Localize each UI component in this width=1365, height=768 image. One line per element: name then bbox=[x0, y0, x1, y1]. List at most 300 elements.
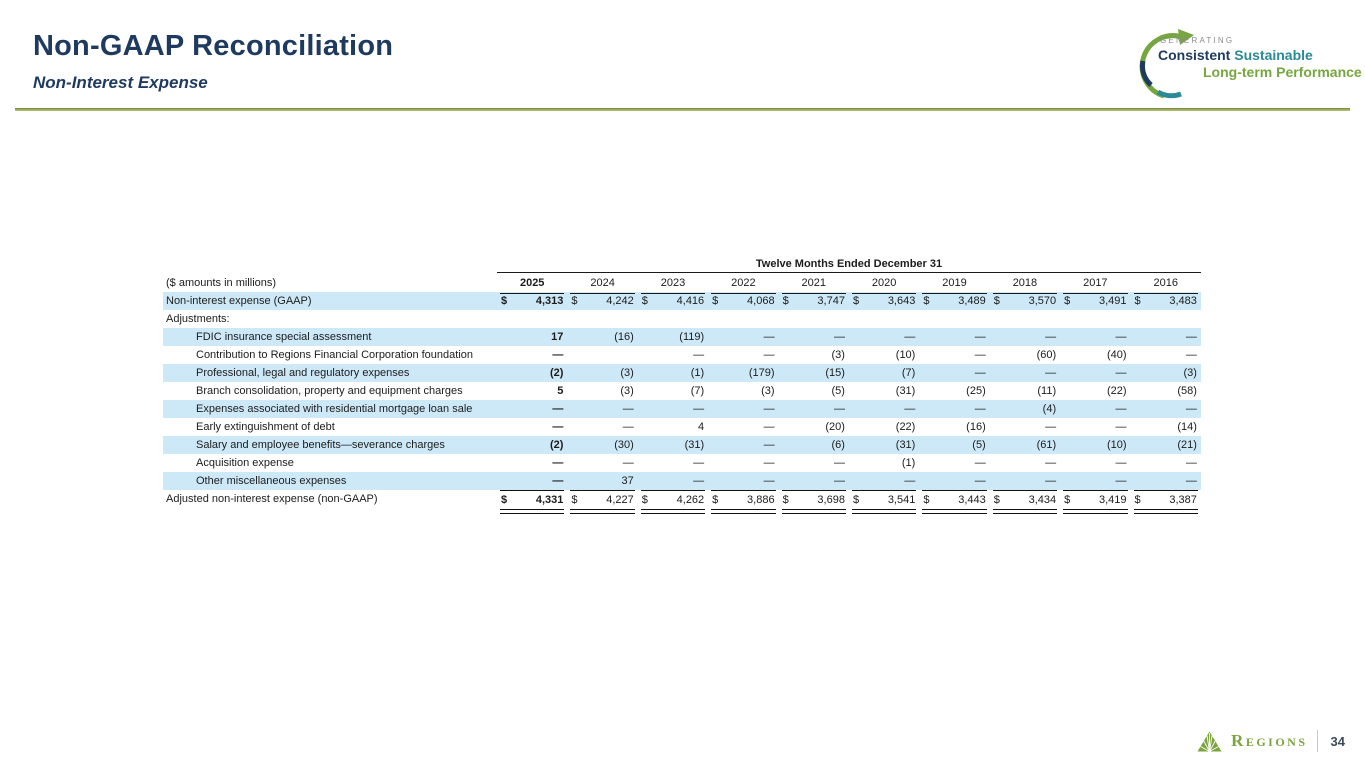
lockup-consistent: Consistent bbox=[1158, 47, 1231, 63]
cell-value: (2) bbox=[549, 439, 564, 451]
value-cell bbox=[990, 436, 1060, 454]
dollar-sign: $ bbox=[641, 494, 648, 506]
cell-value: 3,483 bbox=[1169, 295, 1197, 307]
dollar-sign: $ bbox=[852, 494, 860, 506]
value-cell bbox=[567, 400, 637, 418]
value-cell-inner bbox=[641, 436, 705, 454]
value-cell-inner bbox=[1134, 292, 1198, 310]
value-cell-inner bbox=[1063, 328, 1127, 346]
value-cell-inner bbox=[641, 382, 705, 400]
value-cell bbox=[919, 328, 989, 346]
cell-value: (11) bbox=[1037, 385, 1057, 397]
value-cell-inner bbox=[993, 292, 1057, 310]
value-cell-inner bbox=[1063, 400, 1127, 418]
value-cell bbox=[1131, 472, 1201, 490]
value-cell bbox=[849, 382, 919, 400]
cell-value: — bbox=[1045, 457, 1057, 469]
value-cell-inner bbox=[500, 418, 564, 436]
value-cell-inner bbox=[1134, 382, 1198, 400]
value-cell bbox=[708, 490, 778, 508]
dollar-sign: $ bbox=[1064, 295, 1071, 307]
cell-value: — bbox=[693, 457, 705, 469]
dollar-sign: $ bbox=[712, 494, 719, 506]
cell-value: — bbox=[833, 403, 845, 415]
cell-value: (20) bbox=[825, 421, 845, 433]
table-row bbox=[163, 436, 1201, 454]
reconciliation-table bbox=[163, 256, 1201, 515]
cell-value: — bbox=[763, 331, 775, 343]
value-cell bbox=[1131, 454, 1201, 472]
value-cell-inner bbox=[500, 454, 564, 472]
value-cell-inner bbox=[711, 292, 775, 310]
value-cell bbox=[567, 454, 637, 472]
value-cell bbox=[849, 400, 919, 418]
page-title: Non-GAAP Reconciliation bbox=[33, 30, 394, 62]
value-cell bbox=[497, 436, 567, 454]
row-label: Acquisition expense bbox=[196, 457, 294, 469]
value-cell bbox=[779, 382, 849, 400]
value-cell bbox=[990, 400, 1060, 418]
value-cell-inner bbox=[500, 436, 564, 454]
cell-value: 3,387 bbox=[1169, 494, 1197, 506]
value-cell-inner bbox=[922, 292, 986, 310]
value-cell bbox=[497, 472, 567, 490]
cell-value: — bbox=[552, 475, 564, 487]
value-cell-inner bbox=[782, 328, 846, 346]
value-cell-inner bbox=[641, 364, 705, 382]
cell-value: 5 bbox=[557, 385, 564, 397]
value-cell bbox=[779, 328, 849, 346]
value-cell-inner bbox=[711, 328, 775, 346]
row-label: FDIC insurance special assessment bbox=[196, 331, 372, 343]
lockup-longterm: Long-term Performance bbox=[1203, 64, 1362, 80]
year-header-cell bbox=[567, 273, 637, 292]
value-cell bbox=[919, 400, 989, 418]
value-cell bbox=[990, 418, 1060, 436]
cell-value: — bbox=[1045, 475, 1057, 487]
value-cell bbox=[849, 364, 919, 382]
cell-value: — bbox=[622, 421, 634, 433]
value-cell bbox=[638, 292, 708, 310]
value-cell-inner bbox=[1063, 490, 1127, 509]
value-cell bbox=[1131, 400, 1201, 418]
cell-value: (58) bbox=[1177, 385, 1197, 397]
value-cell-inner bbox=[500, 346, 564, 364]
cell-value: — bbox=[693, 403, 705, 415]
year-header-cell bbox=[990, 273, 1060, 292]
value-cell bbox=[849, 346, 919, 364]
cell-value: — bbox=[763, 475, 775, 487]
cell-value: (14) bbox=[1177, 421, 1197, 433]
cell-value: 3,489 bbox=[958, 295, 986, 307]
table-row bbox=[163, 454, 1201, 472]
dollar-sign: $ bbox=[571, 295, 578, 307]
value-cell bbox=[708, 364, 778, 382]
value-cell-inner bbox=[993, 364, 1057, 382]
value-cell bbox=[638, 400, 708, 418]
year-label: 2022 bbox=[711, 273, 775, 294]
value-cell-inner bbox=[500, 490, 564, 509]
value-cell-inner bbox=[711, 454, 775, 472]
value-cell-inner bbox=[570, 472, 634, 490]
value-cell bbox=[708, 454, 778, 472]
value-cell-inner bbox=[782, 472, 846, 490]
value-cell-inner bbox=[852, 436, 916, 454]
year-header-cell bbox=[638, 273, 708, 292]
value-cell bbox=[638, 364, 708, 382]
value-cell-inner bbox=[570, 418, 634, 436]
year-label: 2024 bbox=[570, 273, 634, 294]
cell-value: (40) bbox=[1106, 349, 1127, 361]
dollar-sign: $ bbox=[1064, 494, 1071, 506]
cell-value: 4,262 bbox=[676, 494, 705, 506]
double-underline-cell bbox=[708, 509, 778, 515]
cell-value: (3) bbox=[620, 367, 634, 379]
double-underline-cell bbox=[1060, 509, 1130, 515]
value-cell bbox=[567, 436, 637, 454]
cell-value: — bbox=[1185, 403, 1197, 415]
cell-value: (25) bbox=[966, 385, 986, 397]
cell-value: — bbox=[974, 331, 986, 343]
value-cell bbox=[919, 436, 989, 454]
year-header-cell bbox=[919, 273, 989, 292]
value-cell-inner bbox=[782, 364, 846, 382]
value-cell bbox=[990, 490, 1060, 508]
double-underline bbox=[570, 509, 634, 514]
value-cell-inner bbox=[1134, 418, 1198, 436]
year-label: 2023 bbox=[641, 273, 705, 294]
total-row bbox=[163, 490, 1201, 508]
value-cell-inner bbox=[1134, 472, 1198, 490]
cell-value: — bbox=[1115, 421, 1127, 433]
row-label: Salary and employee benefits—severance charges bbox=[196, 439, 445, 451]
value-cell-inner bbox=[852, 346, 916, 364]
double-underline-cell bbox=[990, 509, 1060, 515]
cell-value: — bbox=[974, 457, 986, 469]
dollar-sign: $ bbox=[571, 494, 578, 506]
value-cell bbox=[708, 346, 778, 364]
cell-value: (3) bbox=[620, 385, 634, 397]
cell-value: 3,886 bbox=[747, 494, 775, 506]
value-cell-inner bbox=[782, 490, 846, 509]
value-cell bbox=[497, 454, 567, 472]
value-cell-inner bbox=[922, 454, 986, 472]
cell-value: (10) bbox=[1106, 439, 1127, 451]
value-cell bbox=[1131, 436, 1201, 454]
cell-value: 3,419 bbox=[1098, 494, 1127, 506]
value-cell-inner bbox=[1134, 454, 1198, 472]
value-cell-inner bbox=[641, 346, 705, 364]
value-cell-inner bbox=[1063, 472, 1127, 490]
cell-value: (31) bbox=[895, 385, 916, 397]
lockup-sustainable: Sustainable bbox=[1230, 47, 1313, 63]
span-header: Twelve Months Ended December 31 bbox=[497, 258, 1201, 273]
value-cell bbox=[779, 364, 849, 382]
cell-value: 4,313 bbox=[535, 295, 564, 307]
cell-value: — bbox=[1115, 475, 1127, 487]
value-cell-inner bbox=[711, 382, 775, 400]
dollar-sign: $ bbox=[782, 494, 789, 506]
cell-value: (6) bbox=[831, 439, 845, 451]
value-cell bbox=[638, 346, 708, 364]
value-cell bbox=[919, 382, 989, 400]
cell-value: (3) bbox=[1183, 367, 1197, 379]
regions-pyramid-icon bbox=[1197, 731, 1222, 752]
value-cell bbox=[708, 292, 778, 310]
value-cell bbox=[990, 328, 1060, 346]
lockup-line2 bbox=[1158, 47, 1352, 63]
cell-value: — bbox=[552, 349, 564, 361]
value-cell-inner bbox=[993, 382, 1057, 400]
value-cell bbox=[497, 382, 567, 400]
value-cell-inner bbox=[852, 490, 916, 509]
cell-value: — bbox=[763, 403, 775, 415]
value-cell bbox=[779, 292, 849, 310]
cell-value: — bbox=[622, 457, 634, 469]
value-cell bbox=[849, 292, 919, 310]
value-cell bbox=[638, 418, 708, 436]
cell-value: (3) bbox=[761, 385, 775, 397]
table-row bbox=[163, 346, 1201, 364]
value-cell-inner bbox=[1134, 400, 1198, 418]
value-cell bbox=[919, 292, 989, 310]
value-cell bbox=[1060, 436, 1130, 454]
table-row bbox=[163, 418, 1201, 436]
value-cell bbox=[567, 292, 637, 310]
cell-value: — bbox=[1045, 421, 1057, 433]
page-number: 34 bbox=[1330, 733, 1345, 749]
value-cell-inner bbox=[570, 436, 634, 454]
cell-value: 4,242 bbox=[606, 295, 634, 307]
value-cell bbox=[1131, 346, 1201, 364]
value-cell-inner bbox=[993, 328, 1057, 346]
cell-value: (7) bbox=[690, 385, 705, 397]
value-cell bbox=[497, 292, 567, 310]
value-cell bbox=[567, 382, 637, 400]
value-cell-inner bbox=[852, 400, 916, 418]
value-cell-inner bbox=[852, 292, 916, 310]
value-cell bbox=[567, 346, 637, 364]
value-cell bbox=[497, 328, 567, 346]
double-underline-cell bbox=[779, 509, 849, 515]
value-cell-inner bbox=[641, 472, 705, 490]
cell-value: 3,491 bbox=[1098, 295, 1127, 307]
cell-value: (30) bbox=[614, 439, 634, 451]
double-underline-cell bbox=[849, 509, 919, 515]
cell-value: — bbox=[974, 367, 986, 379]
value-cell-inner bbox=[852, 328, 916, 346]
brand-lockup-text bbox=[1158, 36, 1362, 80]
value-cell-inner bbox=[852, 364, 916, 382]
value-cell bbox=[567, 490, 637, 508]
row-label: Adjustments: bbox=[166, 313, 230, 325]
cell-value: (16) bbox=[614, 331, 634, 343]
cell-value: (5) bbox=[972, 439, 986, 451]
value-cell-inner bbox=[711, 472, 775, 490]
value-cell bbox=[1060, 490, 1130, 508]
value-cell bbox=[779, 490, 849, 508]
value-cell bbox=[1060, 382, 1130, 400]
value-cell bbox=[708, 400, 778, 418]
header-divider bbox=[15, 108, 1350, 111]
year-header-cell bbox=[1131, 273, 1201, 292]
value-cell bbox=[708, 436, 778, 454]
value-cell-inner bbox=[570, 292, 634, 310]
value-cell-inner bbox=[641, 292, 705, 310]
row-label: Other miscellaneous expenses bbox=[196, 475, 347, 487]
value-cell-inner bbox=[641, 418, 705, 436]
year-label: 2025 bbox=[500, 273, 564, 294]
cell-value: — bbox=[763, 457, 775, 469]
value-cell-inner bbox=[993, 472, 1057, 490]
value-cell-inner bbox=[711, 400, 775, 418]
double-underline bbox=[1134, 509, 1198, 514]
year-header-cell bbox=[1060, 273, 1130, 292]
cell-value: — bbox=[1185, 349, 1197, 361]
cell-value: — bbox=[1115, 367, 1127, 379]
value-cell bbox=[779, 400, 849, 418]
cell-value: — bbox=[1115, 403, 1127, 415]
row-label: Early extinguishment of debt bbox=[196, 421, 335, 433]
cell-value: — bbox=[833, 331, 845, 343]
value-cell-inner bbox=[922, 364, 986, 382]
cell-value: 3,698 bbox=[817, 494, 845, 506]
value-cell bbox=[1131, 328, 1201, 346]
regions-wordmark: Regions bbox=[1231, 731, 1308, 750]
cell-value: — bbox=[1115, 331, 1127, 343]
value-cell bbox=[990, 364, 1060, 382]
cell-value: (1) bbox=[690, 367, 705, 379]
row-label: Expenses associated with residential mortgage loan sale bbox=[196, 403, 473, 415]
cell-value: — bbox=[974, 403, 986, 415]
dollar-sign: $ bbox=[641, 295, 648, 307]
double-underline-cell bbox=[567, 509, 637, 515]
year-label: 2021 bbox=[782, 273, 846, 294]
value-cell bbox=[849, 418, 919, 436]
value-cell bbox=[849, 436, 919, 454]
cell-value: 3,434 bbox=[1028, 494, 1057, 506]
cell-value: — bbox=[552, 421, 564, 433]
dollar-sign: $ bbox=[852, 295, 860, 307]
table-row bbox=[163, 364, 1201, 382]
value-cell bbox=[990, 292, 1060, 310]
value-cell bbox=[1060, 346, 1130, 364]
year-label: 2020 bbox=[852, 273, 916, 294]
value-cell-inner bbox=[570, 346, 634, 364]
value-cell-inner bbox=[852, 454, 916, 472]
value-cell-inner bbox=[570, 382, 634, 400]
lockup-generating: GENERATING bbox=[1160, 36, 1235, 45]
value-cell bbox=[1060, 364, 1130, 382]
cell-value: — bbox=[1185, 475, 1197, 487]
value-cell bbox=[1060, 328, 1130, 346]
value-cell bbox=[708, 418, 778, 436]
value-cell bbox=[919, 364, 989, 382]
value-cell-inner bbox=[922, 382, 986, 400]
value-cell-inner bbox=[1063, 346, 1127, 364]
value-cell-inner bbox=[922, 328, 986, 346]
value-cell-inner bbox=[1063, 418, 1127, 436]
row-label: Professional, legal and regulatory expenses bbox=[196, 367, 410, 379]
value-cell bbox=[919, 346, 989, 364]
double-underline-cell bbox=[919, 509, 989, 515]
cell-value: — bbox=[833, 475, 845, 487]
value-cell bbox=[1060, 472, 1130, 490]
value-cell-inner bbox=[711, 490, 775, 509]
value-cell bbox=[849, 454, 919, 472]
page-subtitle: Non-Interest Expense bbox=[33, 73, 208, 92]
value-cell-inner bbox=[852, 418, 916, 436]
value-cell bbox=[567, 328, 637, 346]
cell-value: — bbox=[693, 475, 705, 487]
value-cell-inner bbox=[782, 418, 846, 436]
value-cell-inner bbox=[570, 490, 634, 509]
cell-value: 3,443 bbox=[958, 494, 986, 506]
value-cell bbox=[638, 454, 708, 472]
double-underline bbox=[1063, 509, 1127, 514]
cell-value: 3,570 bbox=[1028, 295, 1057, 307]
value-cell-inner bbox=[711, 364, 775, 382]
cell-value: (16) bbox=[966, 421, 986, 433]
value-cell-inner bbox=[993, 346, 1057, 364]
value-cell-inner bbox=[1063, 454, 1127, 472]
value-cell-inner bbox=[993, 454, 1057, 472]
cell-value: (31) bbox=[684, 439, 705, 451]
value-cell bbox=[1131, 292, 1201, 310]
value-cell-inner bbox=[852, 472, 916, 490]
value-cell-inner bbox=[500, 400, 564, 418]
value-cell bbox=[1131, 382, 1201, 400]
value-cell bbox=[1131, 364, 1201, 382]
cell-value: (61) bbox=[1036, 439, 1057, 451]
value-cell-inner bbox=[782, 400, 846, 418]
dollar-sign: $ bbox=[1134, 494, 1141, 506]
row-label: Non-interest expense (GAAP) bbox=[166, 295, 312, 307]
value-cell-inner bbox=[641, 328, 705, 346]
value-cell-inner bbox=[1063, 382, 1127, 400]
cell-value: 3,747 bbox=[817, 295, 845, 307]
double-underline-row bbox=[163, 509, 1201, 515]
cell-value: — bbox=[1045, 367, 1057, 379]
cell-value: (60) bbox=[1036, 349, 1057, 361]
double-underline-cell bbox=[638, 509, 708, 515]
double-underline-spacer bbox=[163, 509, 497, 515]
value-cell-inner bbox=[922, 472, 986, 490]
cell-value: (3) bbox=[831, 349, 845, 361]
cell-value: — bbox=[1115, 457, 1127, 469]
value-cell bbox=[567, 364, 637, 382]
footer-divider bbox=[1317, 730, 1318, 752]
table-body bbox=[163, 292, 1201, 515]
value-cell-inner bbox=[1063, 436, 1127, 454]
value-cell bbox=[919, 490, 989, 508]
value-cell-inner bbox=[570, 400, 634, 418]
dollar-sign: $ bbox=[993, 494, 1000, 506]
value-cell-inner bbox=[641, 400, 705, 418]
value-cell-inner bbox=[782, 436, 846, 454]
value-cell bbox=[497, 400, 567, 418]
cell-value: (179) bbox=[748, 367, 775, 379]
cell-value: 3,643 bbox=[887, 295, 916, 307]
cell-value: 4,068 bbox=[747, 295, 775, 307]
cell-value: (7) bbox=[901, 367, 916, 379]
cell-value: — bbox=[622, 403, 634, 415]
cell-value: (22) bbox=[1106, 385, 1127, 397]
cell-value: (15) bbox=[825, 367, 845, 379]
cell-value: (22) bbox=[895, 421, 916, 433]
value-cell-inner bbox=[641, 490, 705, 509]
value-cell bbox=[1131, 418, 1201, 436]
